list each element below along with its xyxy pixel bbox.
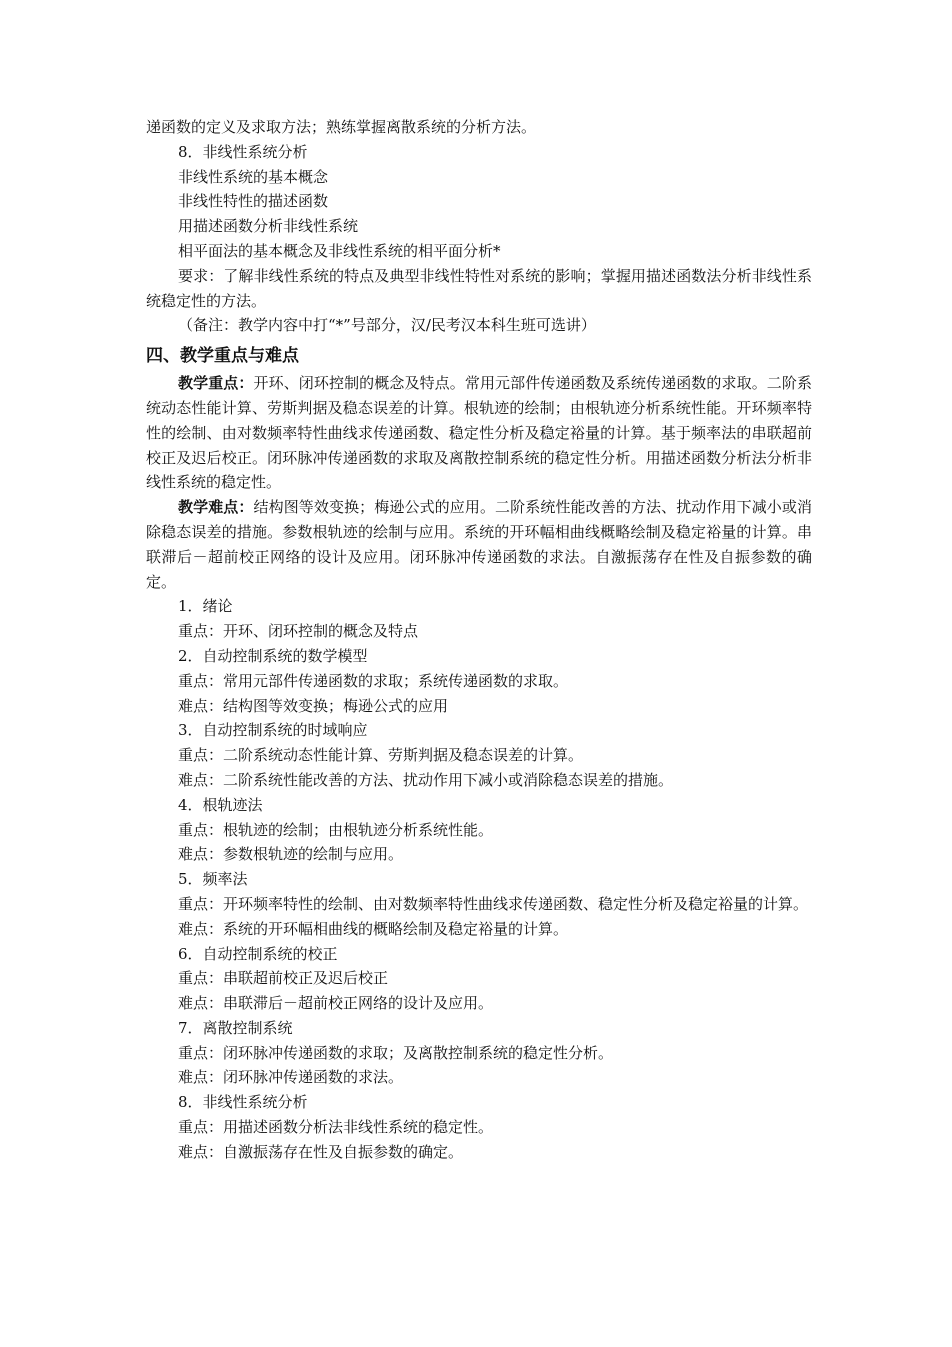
document-body: [146, 115, 812, 1165]
section8-title: 8．非线性系统分析: [178, 142, 308, 161]
difficulties-label: 教学难点：: [178, 498, 254, 517]
chapter-title: 5．频率法: [178, 870, 248, 889]
chapter-difficulty: 难点：系统的开环幅相曲线的概略绘制及稳定裕量的计算。: [178, 919, 569, 938]
topic-item: 相平面法的基本概念及非线性系统的相平面分析*: [178, 241, 501, 260]
chapter-difficulty: 难点：参数根轨迹的绘制与应用。: [178, 845, 404, 864]
continuation-line: 递函数的定义及求取方法；熟练掌握离散系统的分析方法。: [146, 118, 537, 136]
chapter-title: 6．自动控制系统的校正: [178, 944, 338, 963]
chapter-difficulty: 难点：结构图等效变换；梅逊公式的应用: [178, 696, 449, 715]
topic-item: 非线性特性的描述函数: [178, 192, 329, 211]
difficulties-paragraph: [146, 495, 812, 594]
topic-item: 非线性系统的基本概念: [178, 167, 329, 186]
chapter-difficulty: 难点：串联滞后－超前校正网络的设计及应用。: [178, 994, 494, 1013]
chapter-key: 重点：根轨迹的绘制；由根轨迹分析系统性能。: [178, 820, 494, 839]
chapter-key: 重点：开环频率特性的绘制、由对数频率特性曲线求传递函数、稳定性分析及稳定裕量的计算。: [178, 894, 809, 913]
chapter-difficulty: 难点：闭环脉冲传递函数的求法。: [178, 1068, 404, 1087]
chapter-key: 重点：二阶系统动态性能计算、劳斯判据及稳态误差的计算。: [178, 746, 584, 765]
chapter-key: 重点：串联超前校正及迟后校正: [178, 969, 389, 988]
chapter-key: 重点：开环、闭环控制的概念及特点: [178, 622, 419, 641]
section4-heading: 四、教学重点与难点: [146, 346, 299, 367]
key-points-text: 开环、闭环控制的概念及特点。常用元部件传递函数及系统传递函数的求取。二阶系统动态性能计算、劳斯判据及稳态误差的计算。根轨迹的绘制；由根轨迹分析系统性能。开环频率特性的绘制、由对数频率特性曲线求传递函数、稳定性分析及稳定裕量的计算。基于频率法的串联超前校正及迟后校正。闭环脉冲传递函数的求取及离散控制系统的稳定性分析。用描述函数分析法分析非线性系统的稳定性。: [146, 374, 812, 492]
chapter-title: 4．根轨迹法: [178, 795, 263, 814]
chapter-difficulty: 难点：自激振荡存在性及自振参数的确定。: [178, 1142, 464, 1161]
chapter-title: 3．自动控制系统的时域响应: [178, 721, 368, 740]
topic-item: 用描述函数分析非线性系统: [178, 217, 359, 236]
difficulties-text: 结构图等效变换；梅逊公式的应用。二阶系统性能改善的方法、扰动作用下减小或消除稳态误差的措施。参数根轨迹的绘制与应用。系统的开环幅相曲线概略绘制及稳定裕量的计算。串联滞后－超前校正网络的设计及应用。闭环脉冲传递函数的求法。自激振荡存在性及自振参数的确定。: [146, 498, 812, 591]
chapter-key: 重点：闭环脉冲传递函数的求取；及离散控制系统的稳定性分析。: [178, 1043, 614, 1062]
chapter-title: 8．非线性系统分析: [178, 1093, 308, 1112]
note-line: （备注：教学内容中打“*”号部分，汉/民考汉本科生班可选讲）: [178, 316, 596, 335]
chapter-key: 重点：用描述函数分析法非线性系统的稳定性。: [178, 1118, 494, 1137]
requirement-paragraph: 要求：了解非线性系统的特点及典型非线性特性对系统的影响；掌握用描述函数法分析非线性系统稳定性的方法。: [146, 266, 812, 310]
key-points-label: 教学重点：: [178, 374, 254, 393]
chapter-title: 1．绪论: [178, 597, 233, 616]
chapter-title: 7．离散控制系统: [178, 1018, 293, 1037]
chapter-title: 2．自动控制系统的数学模型: [178, 646, 368, 665]
chapter-key: 重点：常用元部件传递函数的求取；系统传递函数的求取。: [178, 671, 569, 690]
key-points-paragraph: [146, 371, 812, 495]
chapter-difficulty: 难点：二阶系统性能改善的方法、扰动作用下减小或消除稳态误差的措施。: [178, 770, 674, 789]
